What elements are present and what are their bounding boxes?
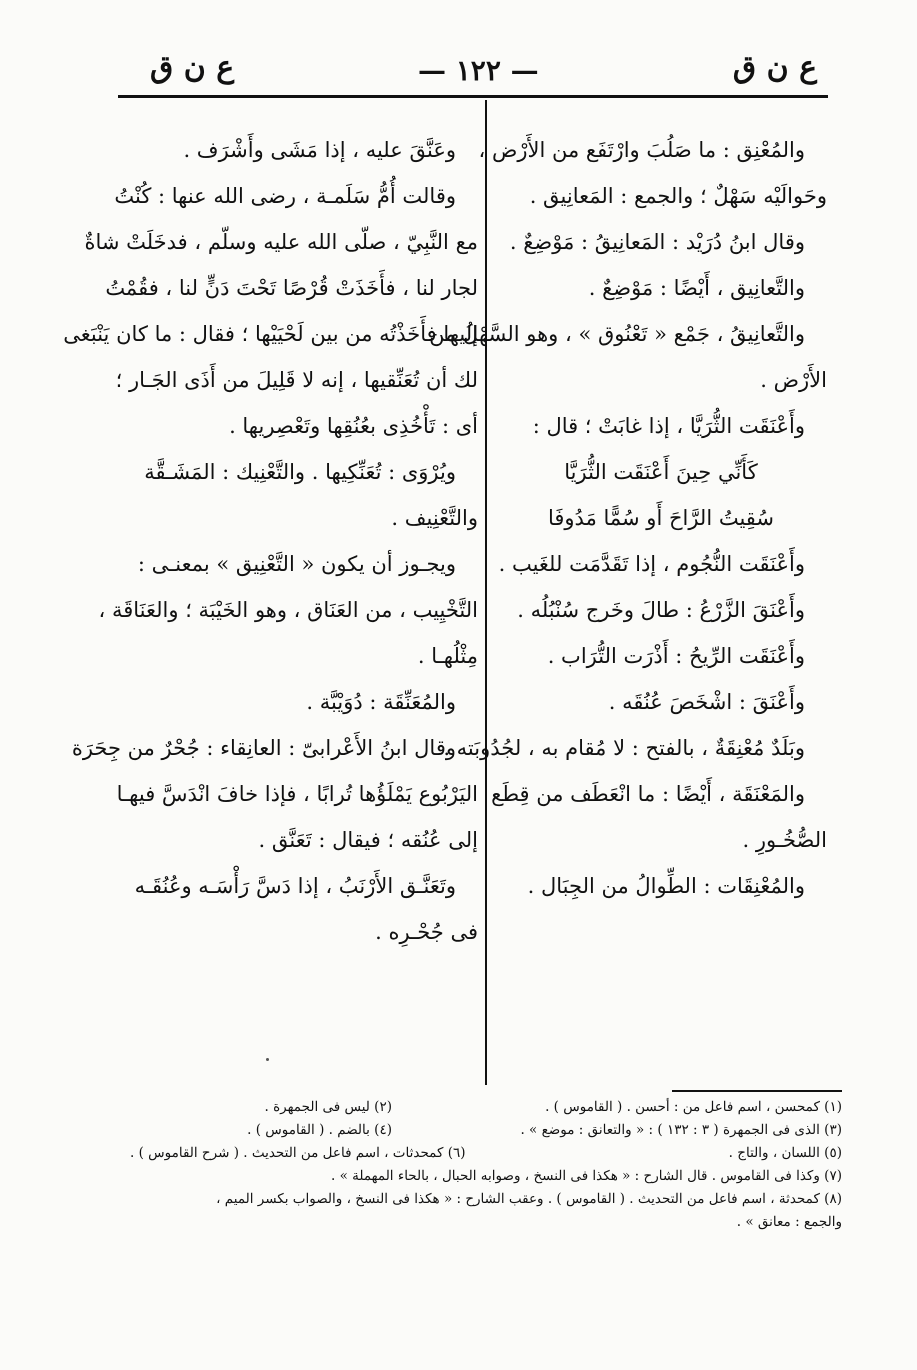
left-column-line: إلى عُنُقه ؛ فيقال : تَعَنَّق . — [258, 828, 478, 852]
left-column-line: وقال ابنُ الأَعْرابىّ : العانِقاء : جُحْرٌ من جِحَرَة — [71, 736, 456, 760]
right-column-line: والتَّعانِيقُ ، جَمْع « تَعْنُوق » ، وهو السَّهْلُ من — [429, 322, 805, 346]
footnote-text: (٦) كمحدثات ، اسم فاعل من التحديث . ( شرح القاموس ) . — [130, 1145, 466, 1161]
footnote-row — [130, 1096, 842, 1119]
footnote-text: (٢) ليس فى الجمهرة . — [264, 1099, 392, 1115]
left-column-line: التَّخْيِيب ، من العَنَاق ، وهو الخَيْبَة ؛ والعَنَاقَة ، — [98, 598, 478, 622]
left-column-line: وقالت أُمُّ سَلَمـة ، رضى الله عنها : كُنْتُ — [114, 184, 456, 208]
footnote-text: والجمع : معانق » . — [736, 1214, 842, 1230]
left-column-line: مِثْلُهـا . — [417, 644, 478, 668]
footnote-rule — [672, 1090, 842, 1092]
right-column-line: سُقِيتُ الرَّاحَ أَو سُمًّا مَدُوفَا — [547, 506, 775, 530]
footnote-row — [130, 1119, 842, 1142]
running-head-right: ع ن ق — [732, 50, 817, 85]
right-column-line: الأَرْض . — [760, 368, 827, 392]
right-column-line: وأَعْنَقَت الثُّرَيَّا ، إذا غابَتْ ؛ قال : — [532, 414, 805, 438]
footnote-row — [130, 1142, 842, 1165]
left-column-line: اليَرْبُوع يَمْلَؤُها تُرابًا ، فإذا خافَ انْدَسَّ فيهـا — [116, 782, 478, 806]
left-column — [63, 128, 478, 956]
footnote-text: (٣) الذى فى الجمهرة ( ٣ : ١٣٢ ) : « والتعانق : موضع » . — [520, 1122, 842, 1138]
footnote-text: (٧) وكذا فى القاموس . قال الشارح : « هكذا فى النسخ ، وصوابه الحبال ، بالحاء المهملة » . — [331, 1168, 842, 1184]
footnote-row — [130, 1188, 842, 1211]
right-column-line: وحَوالَيْه سَهْلٌ ؛ والجمع : المَعانِيق . — [529, 184, 827, 208]
left-column-line: ويجـوز أن يكون « التَّعْنِيق » بمعنـى : — [137, 552, 456, 576]
left-column-line: أى : تَأْخُذِى بعُنُقِها وتَعْصِريها . — [229, 414, 478, 438]
right-column-line: وأَعْنَقَت الرِّيحُ : أَذْرَت التُّرَاب . — [547, 644, 805, 668]
left-column-line: لك أن تُعَنِّقيها ، إنه لا قَلِيلَ من أَذَى الجَـار ؛ — [115, 368, 478, 392]
footnote-text: (٥) اللسان ، والتاج . — [728, 1145, 842, 1161]
ink-speck — [266, 1058, 269, 1061]
right-column-line: والتَّعانِيق ، أَيْضًا : مَوْضِعٌ . — [588, 276, 805, 300]
right-column-line: وأَعْنَقَ الزَّرْعُ : طالَ وخَرج سُنْبُلُه . — [517, 598, 805, 622]
footnotes — [130, 1096, 842, 1234]
right-column-line: والمُعْنِقَات : الطِّوالُ من الجِبَال . — [527, 874, 805, 898]
right-column-line: كَأَنِّي حِينَ أَعْنَقَت الثُّرَيَّا — [564, 460, 758, 484]
header-rule — [118, 95, 828, 98]
footnote-text: (٨) كمحدثة ، اسم فاعل من التحديث . ( القاموس ) . وعقب الشارح : « هكذا فى النسخ ، والصواب بكسر الميم ، — [216, 1191, 842, 1207]
left-column-line: والمُعَنِّقَة : دُوَيْبَّة . — [306, 690, 456, 714]
right-column-line: والمَعْنَقَة ، أَيْضًا : ما انْعَطَف من قِطَع — [491, 782, 805, 806]
right-column-line: الصُّخُـورِ . — [742, 828, 827, 852]
right-column-line: والمُعْنِق : ما صَلُبَ وارْتَفَع من الأَرْض ، — [478, 138, 805, 162]
left-column-line: وتَعَنَّـق الأَرْنَبُ ، إذا دَسَّ رَأْسَـه وعُنُقَـه — [134, 874, 456, 898]
left-column-line: لجار لنا ، فأَخَذَتْ قُرْصًا تَحْتَ دَنٍّ لنا ، فقُمْتُ — [105, 276, 478, 300]
right-column-line: وأَعْنَقَ : اشْخَصَ عُنُقَه . — [608, 690, 805, 714]
right-column-line: وأَعْنَقَت النُّجُوم ، إذا تَقَدَّمَت للغَيب . — [498, 552, 805, 576]
right-column-line: وبَلَدٌ مُعْنِقَةٌ ، بالفتح : لا مُقام به ، لجُدُوبَته . — [443, 736, 805, 760]
left-column-line: مع النَّبِيّ ، صلّى الله عليه وسلّم ، فدخَلَتْ شاةٌ — [84, 230, 478, 254]
footnote-text: (٤) بالضم . ( القاموس ) . — [247, 1122, 392, 1138]
running-head-left: ع ن ق — [150, 50, 235, 85]
footnote-row — [130, 1211, 842, 1234]
left-column-line: ويُرْوَى : تُعَنِّكِيها . والتَّعْنِيك : المَشَـقَّة — [144, 460, 456, 484]
right-column-line: وقال ابنُ دُرَيْد : المَعانِيقُ : مَوْضِعٌ . — [509, 230, 805, 254]
left-column-line: إليها فأَخَذْتُه من بين لَحْيَيْها ؛ فقال : ما كان يَنْبَغى — [63, 322, 478, 346]
left-column-line: فى جُحْـرِه . — [375, 920, 478, 944]
column-divider — [485, 100, 487, 1085]
footnote-text: (١) كمحسن ، اسم فاعل من : أحسن . ( القاموس ) . — [545, 1099, 842, 1115]
left-column-line: وعَنَّقَ عليه ، إذا مَشَى وأَشْرَف . — [183, 138, 456, 162]
left-column-line: والتَّعْنِيف . — [391, 506, 478, 530]
page-number: — ١٢٢ — — [418, 54, 539, 87]
footnote-row — [130, 1165, 842, 1188]
